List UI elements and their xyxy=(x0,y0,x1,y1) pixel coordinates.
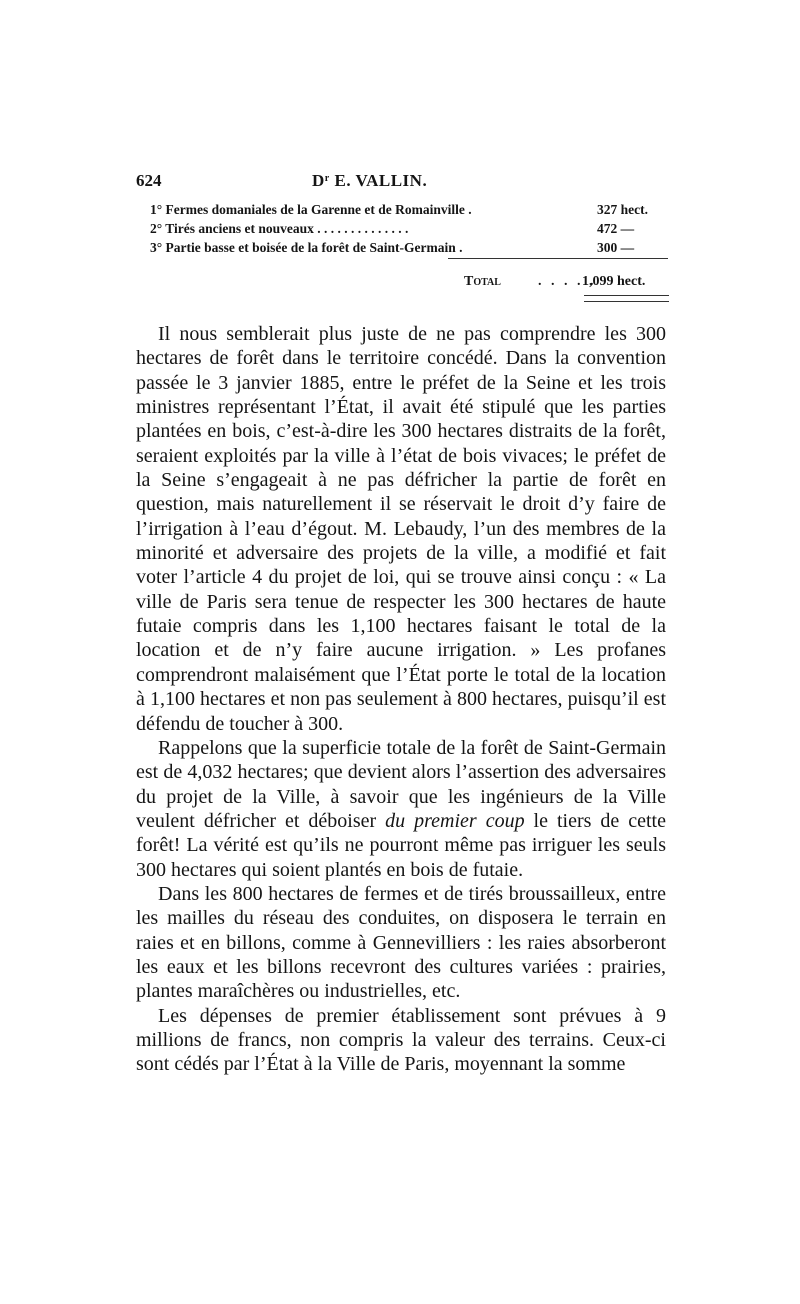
italic-phrase: du premier coup xyxy=(385,809,525,832)
paragraph-forest-convention: Il nous semblerait plus juste de ne pas comprendre les 300 hectares de forêt dans le territoire concédé. Dans la convention passée le 3 janvier 1885, entre le préfet de la Seine et les trois ministres représentant l’État, il avait été stipulé que les parties plantées en bois, c’est-à-dire les 300 hectares distraits de la forêt, seraient exploités par la ville à l’état de bois vivaces; le préfet de la Seine s’engageait à ne pas défricher la partie de forêt en question, mais naturellement il se réservait le droit d’y faire de l’irrigation à l’eau d’égout. M. Lebaudy, l’un des membres de la minorité et adversaire des projets de la ville, a modifié et fait voter l’article 4 du projet de loi, qui se trouve ainsi conçu : « La ville de Paris sera tenue de respecter les 300 hectares de haute futaie compris dans les 1,100 hectares faisant le total de la location et de n’y faire aucune irrigation. » Les profanes comprendront malaisément que l’État porte le total de la location à 1,100 hectares et non pas seulement à 800 hectares, puisqu’il est défendu de toucher à 300. xyxy=(136,323,666,735)
area-value: 472 — xyxy=(597,221,635,236)
total-row xyxy=(464,271,669,293)
page-number: 624 xyxy=(136,171,162,190)
paragraph-text: le tiers de cette forêt! La vérité est qu’ils ne pourront même pas irriguer les seuls 300 hectares qui soient plantés en bois de futaie. xyxy=(136,809,666,881)
area-label: 2° Tirés anciens et nouveaux . . . . . . . . . . . . . . xyxy=(150,221,409,236)
area-row-forest xyxy=(150,238,668,257)
area-value: 327 hect. xyxy=(597,202,648,217)
area-table xyxy=(150,200,668,257)
paragraph-cultivation: Dans les 800 hectares de fermes et de tirés broussailleux, entre les mailles du réseau des conduites, on disposera le terrain en raies et en billons, comme à Gennevilliers : les raies absorberont les eaux et les billons recevront des cultures variées : prairies, plantes maraîchères ou industrielles, etc. xyxy=(136,882,666,1003)
total-label: Total xyxy=(464,274,501,289)
total-leader-dots: . . . . . xyxy=(538,274,597,289)
author-superscript: r xyxy=(324,173,330,184)
total-value: 1,099 hect. xyxy=(582,274,646,289)
author-prefix: D xyxy=(312,171,325,190)
total-double-rule xyxy=(584,295,669,302)
area-label: 3° Partie basse et boisée de la forêt de Saint-Germain . xyxy=(150,240,463,255)
paragraph-text: Rappelons que la superficie totale de la forêt de Saint-Germain est de 4,032 hectares; que devient alors l’assertion des adversaires du projet de la Ville, à savoir que les ingénieurs de la Ville veulent défricher et déboiser xyxy=(136,736,666,832)
area-row-tires xyxy=(150,219,668,238)
author-name: E. VALLIN. xyxy=(329,171,428,190)
area-value: 300 — xyxy=(597,240,635,255)
area-label: 1° Fermes domaniales de la Garenne et de Romainville . xyxy=(150,202,472,217)
paragraph-forest-area xyxy=(136,736,666,882)
author-heading xyxy=(312,168,427,194)
running-header xyxy=(136,168,666,194)
paragraph-expenses: Les dépenses de premier établissement sont prévues à 9 millions de francs, non compris la valeur des terrains. Ceux-ci sont cédés par l’État à la Ville de Paris, moyennant la somme xyxy=(136,1004,666,1076)
area-row-farms xyxy=(150,200,668,219)
table-total-rule xyxy=(448,258,668,259)
body-text xyxy=(136,322,666,1077)
